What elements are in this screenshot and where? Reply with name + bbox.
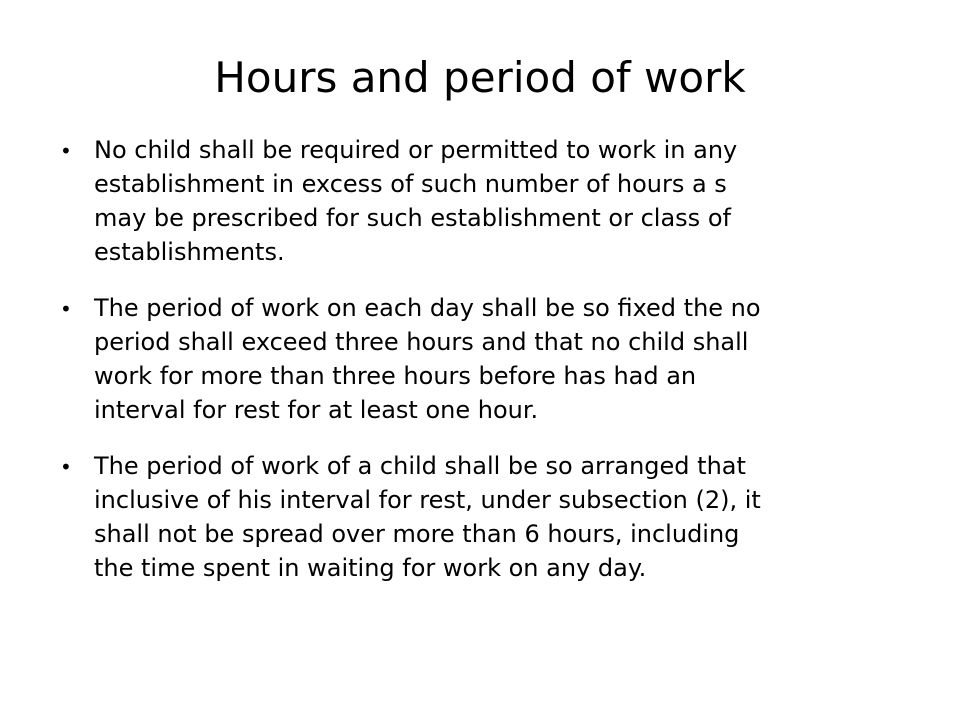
bullet-item-1 xyxy=(0,133,960,269)
bullet-dot-icon: • xyxy=(60,139,72,163)
bullet-text: No child shall be required or permitted to work in any establishment in excess of such number of hours a s may be prescribed for such establishment or class of establishments. xyxy=(94,136,738,266)
slide-title: Hours and period of work xyxy=(214,53,746,102)
bullet-text: The period of work of a child shall be so arranged that inclusive of his interval for rest, under subsection (2), it shall not be spread over more than 6 hours, including the time spent in waiting for work on any day. xyxy=(94,452,761,582)
bullet-item-2 xyxy=(0,291,960,427)
bullet-dot-icon: • xyxy=(60,297,72,321)
bullet-list xyxy=(0,133,960,607)
bullet-dot-icon: • xyxy=(60,455,72,479)
bullet-item-3 xyxy=(0,449,960,585)
bullet-text: The period of work on each day shall be so fixed the no period shall exceed three hours and that no child shall work for more than three hours before has had an interval for rest for at least one hour. xyxy=(94,294,761,424)
